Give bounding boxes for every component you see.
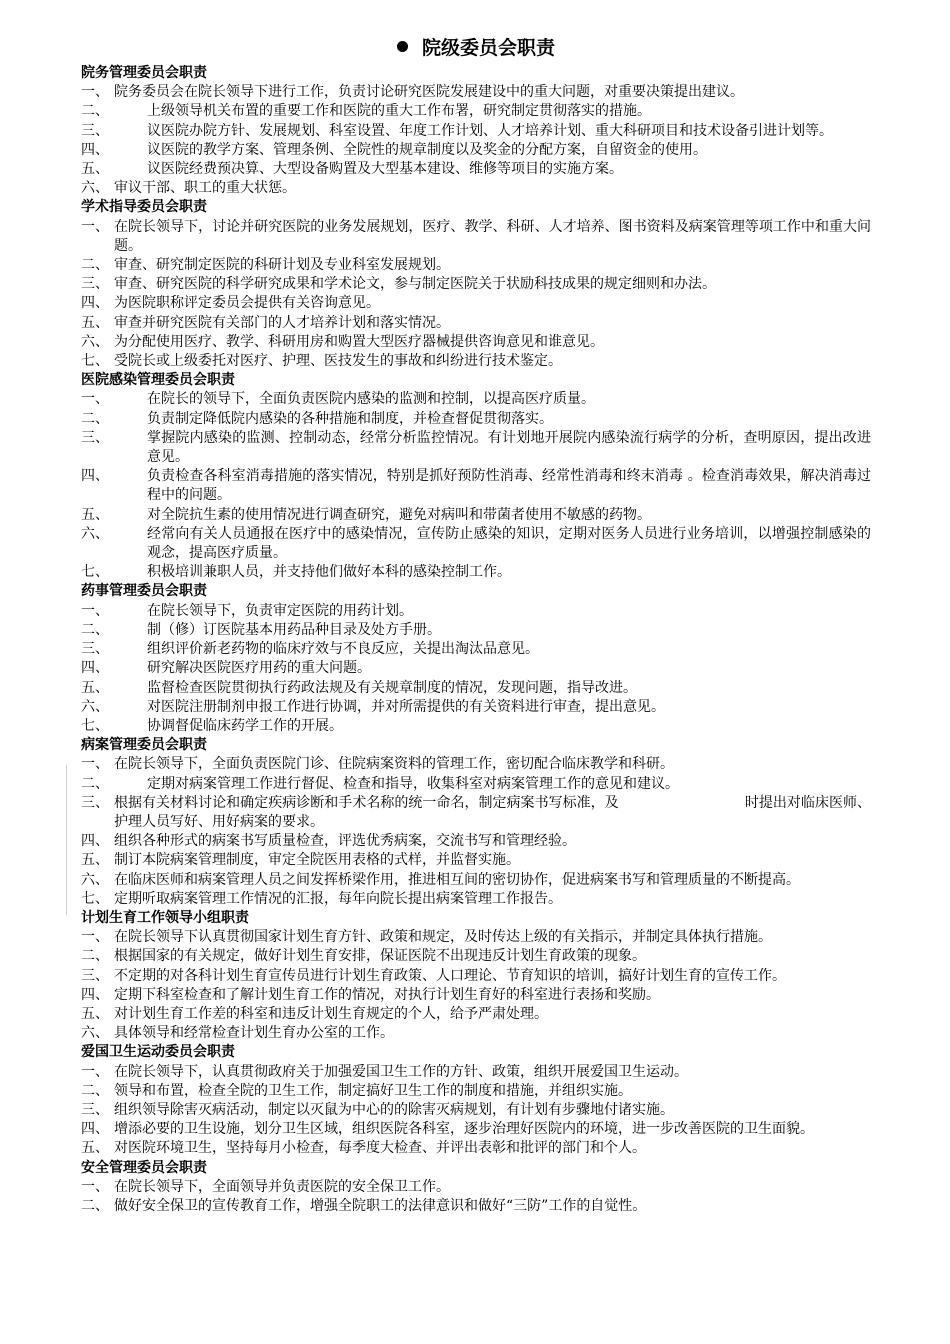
item-number: 二、 [81,103,109,120]
item-number: 二、 [81,1197,109,1214]
item-number: 六、 [81,1025,109,1042]
duty-item [81,333,871,352]
duty-item [81,947,871,966]
item-text: 负责检查各科室消毒措施的落实情况，特别是抓好预防性消毒、经常性消毒和终末消毒 。检查消毒效果，解决消毒过程中的问题。 [147,468,871,504]
duty-item [81,525,871,563]
item-text: 议医院办院方针、发展规划、科室设置、年度工作计划、人才培养计划、重大科研项目和技术设备引进计划等。 [147,122,833,139]
section-title: 药事管理委员会职责 [81,583,207,600]
duty-item [81,1197,871,1216]
committee-section [81,582,871,736]
section-title: 院务管理委员会职责 [81,65,207,81]
item-number: 五、 [81,161,109,178]
committee-section [81,371,871,582]
item-text: 组织评价新老药物的临床疗效与不良反应，关提出淘汰品意见。 [147,641,539,658]
item-number: 七、 [81,890,109,907]
item-number: 五、 [81,1005,109,1022]
item-text: 在院长领导下，全面负责医院门诊、住院病案资料的管理工作，密切配合临床教学和科研。 [114,756,674,773]
item-number: 一、 [81,1063,109,1080]
item-number: 三、 [81,276,109,293]
item-number: 七、 [81,353,109,370]
item-text: 掌握院内感染的监测、控制动态，经常分析监控情况。有计划地开展院内感染流行病学的分析，查明原因，提出改进意见。 [147,429,871,466]
item-number: 三、 [81,1101,109,1118]
duty-item [81,698,871,717]
item-text: 为分配使用医疗、教学、科研用房和购置大型医疗器械提供咨询意见和谁意见。 [114,333,604,350]
duty-item [81,122,871,141]
duty-item [81,986,871,1005]
item-text: 定期下科室检查和了解计划生育工作的情况，对执行计划生育好的科室进行表扬和奖励。 [114,986,660,1003]
duty-item [81,563,871,582]
item-number: 三、 [81,794,109,811]
item-text: 在院长领导下，讨论并研究医院的业务发展规划，医疗、教学、科研、人才培养、图书资料及病案管理等项工作中和重大问题。 [114,218,871,254]
item-text: 在院长的领导下，全面负责医院内感染的监测和控制，以提高医疗质量。 [147,391,595,408]
duty-item [81,429,871,467]
item-number: 四、 [81,468,109,485]
item-number: 四、 [81,660,109,677]
item-text: 审议干部、职工的重大状惩。 [114,180,296,197]
item-number: 二、 [81,621,109,638]
item-text: 在临床医师和病案管理人员之间发挥桥梁作用，推进相互间的密切协作，促进病案书写和管理质量的不断提高。 [114,871,800,888]
item-text: 对全院抗生素的使用情况进行调查研究，避免对病叫和带菌者使用不敏感的药物。 [147,506,651,523]
item-number: 一、 [81,218,109,235]
committee-section [81,1043,871,1158]
item-text: 定期对病案管理工作进行督促、检查和指导，收集科室对病案管理工作的意见和建议。 [147,775,679,792]
item-text: 负责制定降低院内感染的各种措施和制度，并检查督促贯彻落实。 [147,410,553,427]
item-number: 三、 [81,967,109,984]
item-text: 定期听取病案管理工作情况的汇报，每年向院长提出病案管理工作报告。 [114,890,562,907]
item-number: 四、 [81,833,109,850]
duty-item [81,352,871,371]
duty-item [81,1139,871,1158]
item-number: 二、 [81,257,109,274]
duty-item [81,1005,871,1024]
item-number: 一、 [81,756,109,773]
duty-item [81,102,871,121]
item-number: 四、 [81,141,109,158]
item-number: 七、 [81,717,109,734]
duty-item [81,659,871,678]
duty-item [81,755,871,774]
item-text: 制（修）订医院基本用药品种目录及处方手册。 [147,621,441,638]
item-number: 一、 [81,602,109,619]
item-number: 六、 [81,333,109,350]
duty-item [81,717,871,736]
item-text: 院务委员会在院长领导下进行工作，负责讨论研究医院发展建设中的重大问题，对重要决策提出建议。 [114,84,744,101]
item-number: 六、 [81,871,109,888]
duty-item [81,602,871,621]
document-title [81,36,871,60]
section-title: 计划生育工作领导小组职责 [81,909,249,926]
committee-section [81,909,871,1043]
duty-item [81,467,871,505]
duty-item [81,621,871,640]
duty-item [81,410,871,429]
item-number: 六、 [81,525,109,542]
duty-item [81,390,871,409]
section-title: 爱国卫生运动委员会职责 [81,1044,235,1061]
duty-item [81,83,871,102]
item-text: 增添必要的卫生设施，划分卫生区域，组织医院各科室，逐步治理好医院内的环境，进一步改善医院的卫生面貌。 [114,1121,814,1138]
duty-item [81,1024,871,1043]
item-number: 二、 [81,775,109,792]
item-text: 组织领导除害灭病活动，制定以灭鼠为中心的的除害灭病规划，有计划有步骤地付诸实施。 [114,1101,674,1118]
item-text: 对计划生育工作差的科室和违反计划生育规定的个人，给予严肃处理。 [114,1005,548,1022]
margin-rule [66,765,67,915]
item-number: 七、 [81,564,109,581]
item-number: 二、 [81,410,109,427]
duty-item [81,890,871,909]
duty-item [81,967,871,986]
item-text: 审查并研究医院有关部门的人才培养计划和落实情况。 [114,314,450,331]
item-number: 一、 [81,84,109,101]
item-text: 经常向有关人员通报在医疗中的感染情况，宣传防止感染的知识，定期对医务人员进行业务培训，以增强控制感染的观念，提高医疗质量。 [147,525,871,562]
item-text: 议医院的教学方案、管理条例、全院性的规章制度以及奖金的分配方案，自留资金的使用。 [147,141,707,158]
section-title: 医院感染管理委员会职责 [81,372,235,389]
item-text: 审查、研究制定医院的科研计划及专业科室发展规划。 [114,257,450,274]
item-number: 二、 [81,948,109,965]
duty-item [81,314,871,333]
duty-item [81,640,871,659]
item-number: 六、 [81,180,109,197]
duty-item [81,218,871,256]
item-text: 上级领导机关布置的重要工作和医院的重大工作布署，研究制定贯彻落实的措施。 [147,103,651,120]
section-title: 学术指导委员会职责 [81,199,207,216]
item-number: 四、 [81,295,109,312]
item-number: 五、 [81,679,109,696]
item-text: 制订本院病案管理制度，审定全院医用表格的式样，并监督实施。 [114,852,520,869]
item-text: 在院长领导下认真贯彻国家计划生育方针、政策和规定，及时传达上级的有关指示，并制定具体执行措施。 [114,929,772,946]
item-text: 积极培训兼职人员，并支持他们做好本科的感染控制工作。 [147,564,511,581]
item-text: 不定期的对各科计划生育宣传员进行计划生育政策、人口理论、节育知识的培训，搞好计划生育的宣传工作。 [114,967,786,984]
item-text: 研究解决医院医疗用药的重大问题。 [147,660,371,677]
duty-item [81,871,871,890]
item-text: 根据有关材料讨论和确定疾病诊断和手术名称的统一命名，制定病案书写标准，及 时提出对临床医师、护理人员写好、用好病案的要求。 [114,794,871,830]
duty-item [81,832,871,851]
duty-item [81,1178,871,1197]
item-text: 做好安全保卫的宣传教育工作，增强全院职工的法律意识和做好“三防”工作的自觉性。 [114,1197,647,1214]
duty-item [81,179,871,198]
item-number: 五、 [81,852,109,869]
bullet-icon [397,41,408,52]
section-title: 病案管理委员会职责 [81,737,207,754]
sections-container [81,64,871,1216]
item-number: 二、 [81,1082,109,1099]
item-text: 审查、研究医院的科学研究成果和学术论文，参与制定医院关于状励科技成果的规定细则和办法。 [114,276,716,293]
duty-item [81,851,871,870]
item-text: 协调督促临床药学工作的开展。 [147,717,343,734]
committee-section [81,736,871,909]
item-number: 五、 [81,1140,109,1157]
duty-item [81,1063,871,1082]
item-text: 受院长或上级委托对医疗、护理、医技发生的事故和纠纷进行技术鉴定。 [114,353,562,370]
item-text: 对医院环境卫生，坚持每月小检查，每季度大检查、并评出表彰和批评的部门和个人。 [114,1140,646,1157]
item-text: 根据国家的有关规定，做好计划生育安排，保证医院不出现违反计划生育政策的现象。 [114,948,646,965]
item-number: 三、 [81,641,109,658]
item-text: 在院长领导下，负责审定医院的用药计划。 [147,602,413,619]
item-text: 领导和布置，检查全院的卫生工作，制定搞好卫生工作的制度和措施，并组织实施。 [114,1082,632,1099]
duty-item [81,294,871,313]
item-text: 组织各种形式的病案书写质量检查，评选优秀病案，交流书写和管理经验。 [114,833,576,850]
committee-section [81,64,871,198]
committee-section [81,198,871,371]
duty-item [81,1120,871,1139]
item-number: 一、 [81,1178,109,1195]
duty-item [81,1101,871,1120]
item-number: 一、 [81,929,109,946]
item-text: 在院长领导下，认真贯彻政府关于加强爱国卫生工作的方针、政策，组织开展爱国卫生运动。 [114,1063,688,1080]
section-title: 安全管理委员会职责 [81,1159,207,1176]
document-title-text: 院级委员会职责 [421,37,555,59]
document-page [81,30,871,1216]
item-number: 三、 [81,429,109,446]
item-text: 为医院职称评定委员会提供有关咨询意见。 [114,295,380,312]
item-number: 五、 [81,314,109,331]
item-text: 议医院经费预决算、大型设备购置及大型基本建设、维修等项目的实施方案。 [147,161,623,178]
item-number: 三、 [81,122,109,139]
item-number: 五、 [81,506,109,523]
duty-item [81,679,871,698]
duty-item [81,794,871,832]
item-text: 具体领导和经常检查计划生育办公室的工作。 [114,1025,394,1042]
duty-item [81,1082,871,1101]
item-text: 对医院注册制剂申报工作进行协调，并对所需提供的有关资料进行审查，提出意见。 [147,698,665,715]
duty-item [81,141,871,160]
item-number: 四、 [81,1121,109,1138]
committee-section [81,1159,871,1217]
duty-item [81,506,871,525]
duty-item [81,275,871,294]
item-text: 监督检查医院贯彻执行药政法规及有关规章制度的情况，发现问题，指导改进。 [147,679,637,696]
duty-item [81,160,871,179]
duty-item [81,256,871,275]
duty-item [81,775,871,794]
duty-item [81,928,871,947]
item-number: 四、 [81,986,109,1003]
item-number: 六、 [81,698,109,715]
item-text: 在院长领导下，全面领导并负责医院的安全保卫工作。 [114,1178,450,1195]
item-number: 一、 [81,391,109,408]
